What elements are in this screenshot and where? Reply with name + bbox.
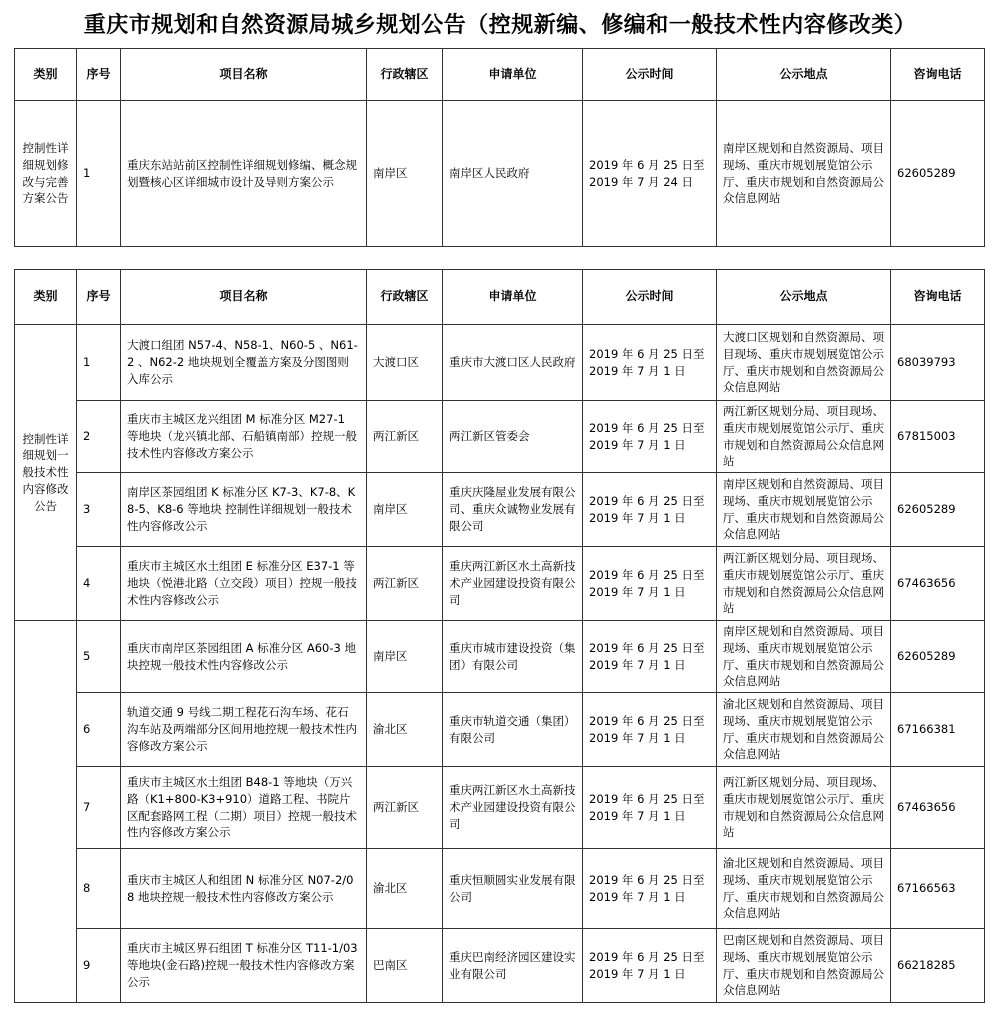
table-header-row — [15, 270, 985, 325]
number-cell: 4 — [77, 547, 121, 621]
district-cell: 南岸区 — [367, 473, 443, 547]
table-row — [15, 621, 985, 693]
notice-time-cell: 2019 年 6 月 25 日至 2019 年 7 月 1 日 — [583, 621, 717, 693]
number-cell: 6 — [77, 693, 121, 767]
category-cell: 控制性详细规划修改与完善方案公告 — [15, 101, 77, 247]
number-cell: 5 — [77, 621, 121, 693]
number-cell: 8 — [77, 849, 121, 929]
project-name-cell: 重庆市主城区水土组团 B48-1 等地块（万兴路（K1+800-K3+910）道路工程、书院片区配套路网工程（二期）项目）控规一般技术性内容修改方案公示 — [121, 767, 367, 849]
number-cell: 3 — [77, 473, 121, 547]
project-name-cell: 重庆市主城区水土组团 E 标准分区 E37-1 等地块（悦港北路（立交段）项目）控规一般技术性内容修改公示 — [121, 547, 367, 621]
project-name-cell: 重庆市主城区人和组团 N 标准分区 N07-2/08 地块控规一般技术性内容修改方案公示 — [121, 849, 367, 929]
notice-place-cell: 渝北区规划和自然资源局、项目现场、重庆市规划展览馆公示厅、重庆市规划和自然资源局公众信息网站 — [717, 849, 891, 929]
table-row — [15, 325, 985, 401]
phone-cell: 67166563 — [891, 849, 985, 929]
header-district: 行政辖区 — [367, 270, 443, 325]
notice-place-cell: 南岸区规划和自然资源局、项目现场、重庆市规划展览馆公示厅、重庆市规划和自然资源局公众信息网站 — [717, 473, 891, 547]
phone-cell: 68039793 — [891, 325, 985, 401]
phone-cell: 62605289 — [891, 621, 985, 693]
district-cell: 渝北区 — [367, 693, 443, 767]
phone-cell: 62605289 — [891, 473, 985, 547]
project-name-cell: 重庆市主城区界石组团 T 标准分区 T11-1/03 等地块(金石路)控规一般技术性内容修改方案公示 — [121, 929, 367, 1003]
header-applicant: 申请单位 — [443, 49, 583, 101]
project-name-cell: 大渡口组团 N57-4、N58-1、N60-5 、N61-2 、N62-2 地块规划全覆盖方案及分图图则入库公示 — [121, 325, 367, 401]
phone-cell: 67166381 — [891, 693, 985, 767]
district-cell: 南岸区 — [367, 101, 443, 247]
applicant-cell: 南岸区人民政府 — [443, 101, 583, 247]
project-name-cell: 重庆东站站前区控制性详细规划修编、概念规划暨核心区详细城市设计及导则方案公示 — [121, 101, 367, 247]
header-notice-place: 公示地点 — [717, 49, 891, 101]
category-cell: 控制性详细规划一般技术性内容修改公告 — [15, 325, 77, 621]
notice-time-cell: 2019 年 6 月 25 日至 2019 年 7 月 1 日 — [583, 547, 717, 621]
notice-time-cell: 2019 年 6 月 25 日至 2019 年 7 月 1 日 — [583, 693, 717, 767]
project-name-cell: 轨道交通 9 号线二期工程花石沟车场、花石沟车站及两端部分区间用地控规一般技术性内容修改方案公示 — [121, 693, 367, 767]
table-row — [15, 473, 985, 547]
phone-cell: 67463656 — [891, 767, 985, 849]
applicant-cell: 重庆市大渡口区人民政府 — [443, 325, 583, 401]
announcement-table-technical — [14, 269, 985, 1003]
phone-cell: 66218285 — [891, 929, 985, 1003]
district-cell: 渝北区 — [367, 849, 443, 929]
header-project-name: 项目名称 — [121, 270, 367, 325]
header-applicant: 申请单位 — [443, 270, 583, 325]
header-category: 类别 — [15, 270, 77, 325]
header-notice-place: 公示地点 — [717, 270, 891, 325]
number-cell: 9 — [77, 929, 121, 1003]
table-row — [15, 547, 985, 621]
header-notice-time: 公示时间 — [583, 49, 717, 101]
district-cell: 两江新区 — [367, 547, 443, 621]
district-cell: 两江新区 — [367, 401, 443, 473]
phone-cell: 67463656 — [891, 547, 985, 621]
district-cell: 巴南区 — [367, 929, 443, 1003]
notice-time-cell: 2019 年 6 月 25 日至 2019 年 7 月 1 日 — [583, 849, 717, 929]
notice-place-cell: 南岸区规划和自然资源局、项目现场、重庆市规划展览馆公示厅、重庆市规划和自然资源局公众信息网站 — [717, 101, 891, 247]
notice-place-cell: 大渡口区规划和自然资源局、项目现场、重庆市规划展览馆公示厅、重庆市规划和自然资源局公众信息网站 — [717, 325, 891, 401]
table-row — [15, 693, 985, 767]
applicant-cell: 重庆市城市建设投资（集团）有限公司 — [443, 621, 583, 693]
category-cell-empty — [15, 621, 77, 1003]
project-name-cell: 重庆市南岸区茶园组团 A 标准分区 A60-3 地块控规一般技术性内容修改公示 — [121, 621, 367, 693]
notice-time-cell: 2019 年 6 月 25 日至 2019 年 7 月 1 日 — [583, 767, 717, 849]
table-row — [15, 401, 985, 473]
notice-place-cell: 渝北区规划和自然资源局、项目现场、重庆市规划展览馆公示厅、重庆市规划和自然资源局公众信息网站 — [717, 693, 891, 767]
district-cell: 两江新区 — [367, 767, 443, 849]
page-title: 重庆市规划和自然资源局城乡规划公告（控规新编、修编和一般技术性内容修改类） — [83, 13, 917, 38]
number-cell: 1 — [77, 101, 121, 247]
number-cell: 2 — [77, 401, 121, 473]
header-number: 序号 — [77, 49, 121, 101]
applicant-cell: 重庆巴南经济园区建设实业有限公司 — [443, 929, 583, 1003]
project-name-cell: 重庆市主城区龙兴组团 M 标准分区 M27-1 等地块（龙兴镇北部、石船镇南部）控规一般技术性内容修改方案公示 — [121, 401, 367, 473]
applicant-cell: 重庆庆隆屋业发展有限公司、重庆众诚物业发展有限公司 — [443, 473, 583, 547]
notice-place-cell: 两江新区规划分局、项目现场、重庆市规划展览馆公示厅、重庆市规划和自然资源局公众信息网站 — [717, 401, 891, 473]
table-row — [15, 849, 985, 929]
table-row — [15, 929, 985, 1003]
applicant-cell: 重庆市轨道交通（集团）有限公司 — [443, 693, 583, 767]
applicant-cell: 重庆两江新区水土高新技术产业园建设投资有限公司 — [443, 547, 583, 621]
notice-place-cell: 两江新区规划分局、项目现场、重庆市规划展览馆公示厅、重庆市规划和自然资源局公众信息网站 — [717, 767, 891, 849]
notice-time-cell: 2019 年 6 月 25 日至 2019 年 7 月 1 日 — [583, 401, 717, 473]
notice-time-cell: 2019 年 6 月 25 日至 2019 年 7 月 1 日 — [583, 473, 717, 547]
table-header-row — [15, 49, 985, 101]
project-name-cell: 南岸区茶园组团 K 标准分区 K7-3、K7-8、K8-5、K8-6 等地块 控制性详细规划一般技术性内容修改公示 — [121, 473, 367, 547]
phone-cell: 62605289 — [891, 101, 985, 247]
number-cell: 7 — [77, 767, 121, 849]
table-row — [15, 101, 985, 247]
header-phone: 咨询电话 — [891, 270, 985, 325]
applicant-cell: 重庆两江新区水土高新技术产业园建设投资有限公司 — [443, 767, 583, 849]
table-row — [15, 767, 985, 849]
number-cell: 1 — [77, 325, 121, 401]
header-number: 序号 — [77, 270, 121, 325]
notice-place-cell: 巴南区规划和自然资源局、项目现场、重庆市规划展览馆公示厅、重庆市规划和自然资源局公众信息网站 — [717, 929, 891, 1003]
district-cell: 大渡口区 — [367, 325, 443, 401]
header-notice-time: 公示时间 — [583, 270, 717, 325]
applicant-cell: 重庆恒顺圆实业发展有限公司 — [443, 849, 583, 929]
phone-cell: 67815003 — [891, 401, 985, 473]
notice-time-cell: 2019 年 6 月 25 日至 2019 年 7 月 24 日 — [583, 101, 717, 247]
notice-place-cell: 两江新区规划分局、项目现场、重庆市规划展览馆公示厅、重庆市规划和自然资源局公众信息网站 — [717, 547, 891, 621]
district-cell: 南岸区 — [367, 621, 443, 693]
header-district: 行政辖区 — [367, 49, 443, 101]
notice-place-cell: 南岸区规划和自然资源局、项目现场、重庆市规划展览馆公示厅、重庆市规划和自然资源局公众信息网站 — [717, 621, 891, 693]
notice-time-cell: 2019 年 6 月 25 日至 2019 年 7 月 1 日 — [583, 929, 717, 1003]
announcement-table-revision — [14, 48, 985, 247]
header-project-name: 项目名称 — [121, 49, 367, 101]
applicant-cell: 两江新区管委会 — [443, 401, 583, 473]
notice-time-cell: 2019 年 6 月 25 日至 2019 年 7 月 1 日 — [583, 325, 717, 401]
header-phone: 咨询电话 — [891, 49, 985, 101]
header-category: 类别 — [15, 49, 77, 101]
